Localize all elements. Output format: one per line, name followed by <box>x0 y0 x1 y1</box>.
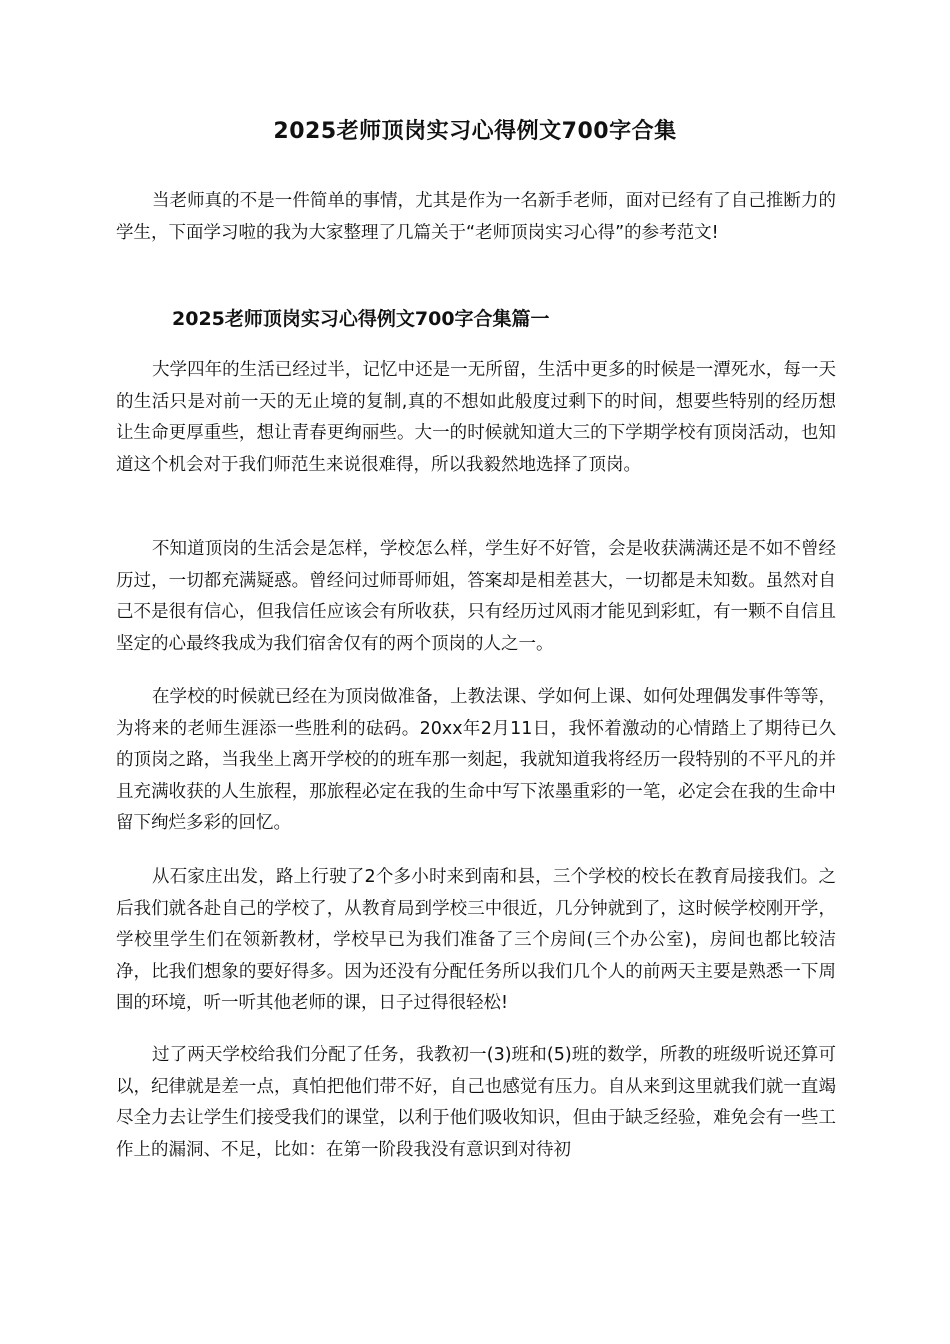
body-paragraph: 过了两天学校给我们分配了任务，我教初一(3)班和(5)班的数学，所教的班级听说还算可以，纪律就是差一点，真怕把他们带不好，自己也感觉有压力。自从来到这里就我们就一直竭尽全力去让学生们接受我们的课堂，以利于他们吸收知识，但由于缺乏经验，难免会有一些工作上的漏洞、不足，比如：在第一阶段我没有意识到对待初 <box>116 1045 836 1160</box>
body-paragraph: 大学四年的生活已经过半，记忆中还是一无所留，生活中更多的时候是一潭死水，每一天的生活只是对前一天的无止境的复制,真的不想如此般度过剩下的时间，想要些特别的经历想让生命更厚重些，想让青春更绚丽些。大一的时候就知道大三的下学期学校有顶岗活动，也知道这个机会对于我们师范生来说很难得，所以我毅然地选择了顶岗。 <box>116 360 836 475</box>
section-heading: 2025老师顶岗实习心得例文700字合集篇一 <box>172 308 550 330</box>
body-paragraph: 在学校的时候就已经在为顶岗做准备，上教法课、学如何上课、如何处理偶发事件等等，为将来的老师生涯添一些胜利的砝码。20xx年2月11日，我怀着激动的心情踏上了期待已久的顶岗之路，当我坐上离开学校的的班车那一刻起，我就知道我将经历一段特别的不平凡的并且充满收获的人生旅程，那旅程必定在我的生命中写下浓墨重彩的一笔，必定会在我的生命中留下绚烂多彩的回忆。 <box>116 687 836 833</box>
body-paragraph: 不知道顶岗的生活会是怎样，学校怎么样，学生好不好管，会是收获满满还是不如不曾经历过，一切都充满疑惑。曾经问过师哥师姐，答案却是相差甚大，一切都是未知数。虽然对自己不是很有信心，但我信任应该会有所收获，只有经历过风雨才能见到彩虹，有一颗不自信且坚定的心最终我成为我们宿舍仅有的两个顶岗的人之一。 <box>116 539 836 654</box>
body-paragraph: 从石家庄出发，路上行驶了2个多小时来到南和县，三个学校的校长在教育局接我们。之后我们就各赴自己的学校了，从教育局到学校三中很近，几分钟就到了，这时候学校刚开学，学校里学生们在领新教材，学校早已为我们准备了三个房间(三个办公室)，房间也都比较洁净，比我们想象的要好得多。因为还没有分配任务所以我们几个人的前两天主要是熟悉一下周围的环境，听一听其他老师的课，日子过得很轻松! <box>116 867 836 1013</box>
intro-paragraph: 当老师真的不是一件简单的事情，尤其是作为一名新手老师，面对已经有了自己推断力的学生，下面学习啦的我为大家整理了几篇关于“老师顶岗实习心得”的参考范文! <box>116 191 836 243</box>
page-title: 2025老师顶岗实习心得例文700字合集 <box>273 119 677 144</box>
